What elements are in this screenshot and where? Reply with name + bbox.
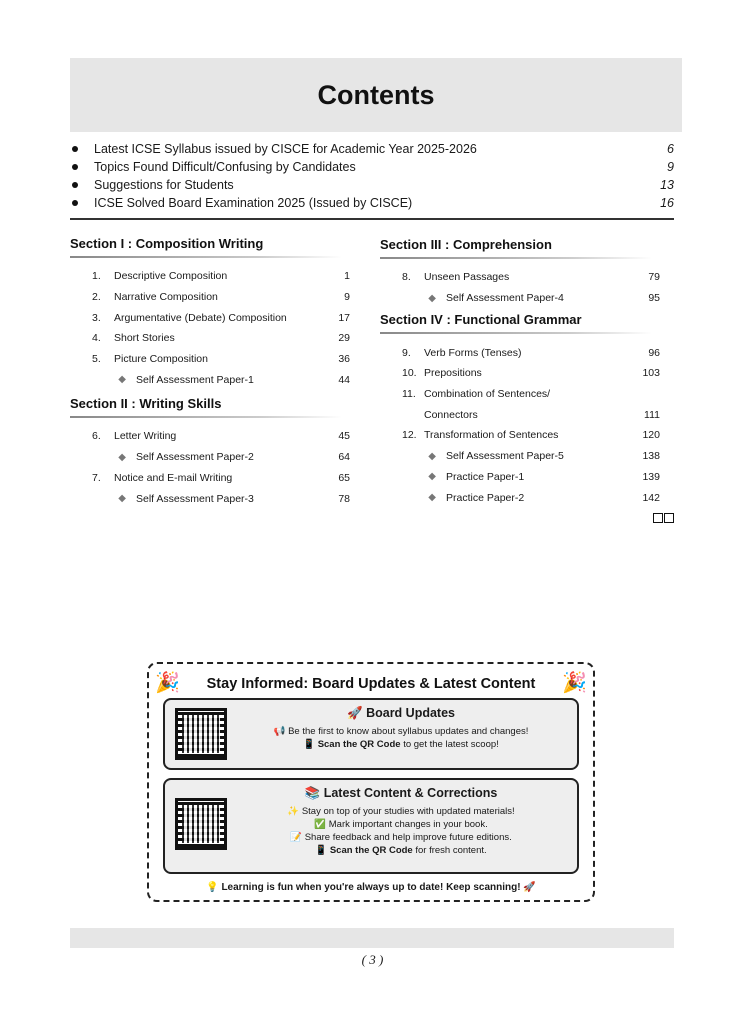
entry-label: Picture Composition [114,353,208,366]
lightbulb-icon: 💡 [206,882,219,893]
page-number: ( 3 ) [361,952,384,967]
list-item[interactable] [70,176,674,194]
entry-label: Connectors [424,408,478,421]
card-text-bold: Scan the QR Code [329,845,413,856]
item-label: Latest ICSE Syllabus issued by CISCE for Academic Year 2025-2026 [94,142,477,156]
bullet-icon [72,146,78,152]
toc-entry[interactable] [70,328,350,349]
entry-page: 111 [644,408,660,421]
top-list [70,140,674,212]
card-title: Board Updates [366,706,455,720]
rocket-icon: 🚀 [523,882,536,893]
entry-label: Narrative Composition [114,291,218,304]
list-item[interactable] [70,158,674,176]
entry-page: 96 [648,346,660,359]
diamond-icon: ◆ [118,374,126,386]
entry-label: Unseen Passages [424,271,510,284]
divider [380,257,652,259]
entry-label: Notice and E-mail Writing [114,471,233,484]
entry-number: 12. [402,429,417,442]
left-column [70,236,350,509]
entry-number: 6. [92,430,101,443]
item-label: Topics Found Difficult/Confusing by Candidates [94,160,356,174]
right-column [380,237,660,508]
toc-entry[interactable] [70,369,350,390]
card-text: for fresh content. [412,845,487,856]
toc-entry[interactable] [70,307,350,328]
phone-icon: 📱 [303,739,316,750]
entry-page: 120 [642,429,660,442]
diamond-icon: ◆ [428,292,436,304]
entry-page: 65 [338,471,350,484]
info-title: Stay Informed: Board Updates & Latest Content [206,676,536,692]
entry-number: 3. [92,311,101,324]
entry-page: 29 [338,332,350,345]
card-text: Mark important changes in your book. [328,819,488,830]
entry-number: 8. [402,271,411,284]
card-title: Latest Content & Corrections [323,786,498,800]
board-updates-card[interactable] [163,698,579,770]
entry-page: 78 [338,492,350,505]
toc-entry[interactable] [70,266,350,287]
bullet-icon [72,182,78,188]
entry-label: Self Assessment Paper-1 [136,373,254,386]
entry-label: Transformation of Sentences [424,429,559,442]
card-text: Share feedback and help improve future editions. [304,832,512,843]
section-heading: Section I : Composition Writing [70,236,264,251]
toc-entry[interactable] [380,425,660,446]
toc-entry[interactable] [70,468,350,489]
diamond-icon: ◆ [428,471,436,483]
books-icon: 📚 [304,786,321,800]
entry-label: Practice Paper-1 [446,470,525,483]
entry-number: 2. [92,291,101,304]
toc-entry[interactable] [380,384,660,405]
entry-label: Descriptive Composition [114,270,228,283]
toc-entry[interactable] [380,342,660,363]
card-text-bold: Scan the QR Code [317,739,401,750]
qr-code-icon[interactable] [175,708,227,760]
section-heading: Section III : Comprehension [380,237,552,252]
item-page: 6 [667,142,674,156]
latest-content-card[interactable] [163,778,579,874]
entry-page: 79 [648,271,660,284]
entry-number: 5. [92,353,101,366]
item-label: ICSE Solved Board Examination 2025 (Issued by CISCE) [94,196,413,210]
entry-page: 45 [338,430,350,443]
toc-entry[interactable] [380,487,660,508]
entry-number: 10. [402,367,417,380]
divider [70,416,342,418]
entry-page: 138 [642,450,660,463]
item-label: Suggestions for Students [94,178,234,192]
entry-page: 1 [344,270,350,283]
card-text: Stay on top of your studies with updated materials! [301,806,515,817]
qr-code-icon[interactable] [175,798,227,850]
list-item[interactable] [70,140,674,158]
memo-icon: 📝 [290,832,303,843]
divider [70,256,342,258]
sparkles-icon: ✨ [287,806,300,817]
item-page: 13 [660,178,674,192]
check-icon: ✅ [314,819,327,830]
toc-entry[interactable] [70,447,350,468]
entry-label: Combination of Sentences/ [424,388,551,401]
diamond-icon: ◆ [428,450,436,462]
megaphone-icon: 📢 [273,726,286,737]
end-mark-icon [653,513,674,523]
entry-label: Short Stories [114,332,175,345]
bullet-icon [72,164,78,170]
entry-number: 1. [92,270,101,283]
diamond-icon: ◆ [118,451,126,463]
toc-entry[interactable] [70,426,350,447]
entry-page: 36 [338,353,350,366]
toc-entry[interactable] [70,287,350,308]
toc-entry[interactable] [380,404,660,425]
entry-label: Self Assessment Paper-3 [136,492,254,505]
entry-label: Self Assessment Paper-5 [446,450,564,463]
entry-page: 139 [642,470,660,483]
toc-entry[interactable] [380,467,660,488]
page-title: Contents [317,80,435,110]
entry-label: Letter Writing [114,430,177,443]
entry-label: Self Assessment Paper-2 [136,451,254,464]
entry-number: 4. [92,332,101,345]
item-page: 9 [667,160,674,174]
toc-entry[interactable] [380,446,660,467]
divider [70,218,674,220]
rocket-icon: 🚀 [347,706,363,720]
card-text: to get the latest scoop! [400,739,499,750]
toc-entry[interactable] [380,267,660,288]
section-heading: Section II : Writing Skills [70,396,222,412]
section-heading: Section IV : Functional Grammar [380,312,582,328]
entry-label: Prepositions [424,367,482,380]
entry-label: Argumentative (Debate) Composition [114,311,287,324]
entry-page: 95 [648,292,660,305]
entry-page: 9 [344,291,350,304]
entry-page: 64 [338,451,350,464]
header-band [70,58,682,132]
entry-page: 44 [338,373,350,386]
info-footer-text: Learning is fun when you're always up to date! Keep scanning! [221,882,521,893]
entry-label: Verb Forms (Tenses) [424,346,522,359]
info-box [147,662,595,902]
entry-page: 103 [642,367,660,380]
party-popper-icon: 🎉 [155,672,180,694]
footer-band [70,928,674,948]
item-page: 16 [660,196,674,210]
phone-icon: 📱 [315,845,328,856]
divider [380,332,652,334]
toc-entry[interactable] [70,488,350,509]
party-popper-icon: 🎉 [562,672,587,694]
entry-number: 11. [402,388,416,401]
toc-entry[interactable] [380,288,660,309]
toc-entry[interactable] [70,349,350,370]
entry-number: 7. [92,471,101,484]
list-item[interactable] [70,194,674,212]
entry-page: 142 [642,491,660,504]
entry-page: 17 [338,311,350,324]
entry-number: 9. [402,346,411,359]
card-text: Be the first to know about syllabus updates and changes! [288,726,529,737]
entry-label: Practice Paper-2 [446,491,525,504]
bullet-icon [72,200,78,206]
diamond-icon: ◆ [428,492,436,504]
entry-label: Self Assessment Paper-4 [446,292,564,305]
toc-entry[interactable] [380,363,660,384]
diamond-icon: ◆ [118,493,126,505]
